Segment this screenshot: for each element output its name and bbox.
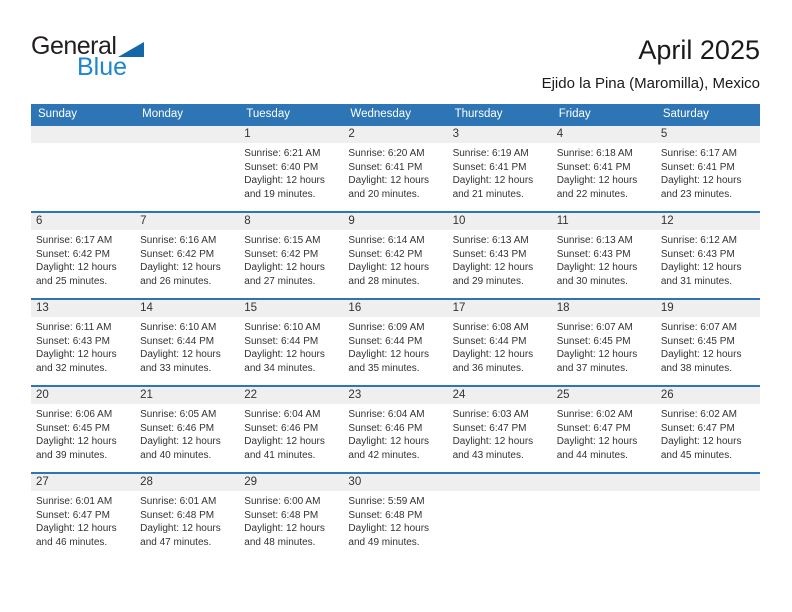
- sunset-text: Sunset: 6:41 PM: [556, 161, 631, 173]
- page-subtitle: Ejido la Pina (Maromilla), Mexico: [541, 74, 760, 92]
- calendar-day-cell: [31, 125, 135, 212]
- weekday-sunday: Sunday: [31, 104, 135, 125]
- calendar-day-cell: [135, 299, 239, 386]
- day-details: [656, 404, 760, 462]
- day-number-band: [31, 474, 135, 491]
- day-number: 25: [556, 389, 570, 401]
- sunrise-text: Sunrise: 6:10 AM: [140, 322, 217, 333]
- sunrise-text: Sunrise: 6:01 AM: [36, 496, 113, 507]
- daylight-text: Daylight: 12 hours and 22 minutes.: [556, 175, 638, 200]
- sunset-text: Sunset: 6:42 PM: [244, 248, 319, 260]
- sunset-text: Sunset: 6:48 PM: [244, 509, 319, 521]
- sunset-text: Sunset: 6:41 PM: [452, 161, 527, 173]
- sunset-text: Sunset: 6:47 PM: [556, 422, 631, 434]
- daylight-text: Daylight: 12 hours and 47 minutes.: [140, 523, 221, 548]
- sunrise-text: Sunrise: 6:04 AM: [348, 409, 425, 420]
- sunset-text: Sunset: 6:46 PM: [244, 422, 319, 434]
- day-number-band: [448, 126, 552, 143]
- daylight-text: Daylight: 12 hours and 49 minutes.: [348, 523, 430, 548]
- day-number-band: [448, 213, 552, 230]
- day-number: 24: [452, 389, 466, 401]
- daylight-text: Daylight: 12 hours and 43 minutes.: [452, 436, 534, 461]
- day-number-band: [343, 474, 447, 491]
- sunset-text: Sunset: 6:42 PM: [36, 248, 110, 260]
- day-number: 28: [140, 476, 153, 488]
- daylight-text: Daylight: 12 hours and 19 minutes.: [244, 175, 325, 200]
- daylight-text: Daylight: 12 hours and 36 minutes.: [452, 349, 534, 374]
- day-number-band: [343, 126, 447, 143]
- calendar-day-cell: [448, 473, 552, 560]
- day-details: [343, 143, 447, 201]
- sunset-text: Sunset: 6:43 PM: [556, 248, 631, 260]
- daylight-text: Daylight: 12 hours and 33 minutes.: [140, 349, 221, 374]
- day-details: [448, 404, 552, 462]
- daylight-text: Daylight: 12 hours and 38 minutes.: [660, 349, 742, 374]
- calendar-table: [31, 104, 760, 560]
- day-details: [31, 491, 135, 549]
- sunrise-text: Sunrise: 6:01 AM: [140, 496, 217, 507]
- weekday-monday: Monday: [135, 104, 239, 125]
- calendar-day-cell: [343, 125, 447, 212]
- weekday-tuesday: Tuesday: [239, 104, 343, 125]
- calendar-day-cell: [31, 299, 135, 386]
- day-details: [135, 143, 239, 147]
- calendar-day-cell: [552, 386, 656, 473]
- day-details: [448, 230, 552, 288]
- day-number-band: [552, 300, 656, 317]
- day-number: 7: [140, 215, 147, 227]
- calendar-day-cell: [31, 212, 135, 299]
- sunset-text: Sunset: 6:47 PM: [36, 509, 110, 521]
- sunset-text: Sunset: 6:44 PM: [140, 335, 215, 347]
- sunrise-text: Sunrise: 6:13 AM: [556, 235, 633, 246]
- day-number: 10: [452, 215, 466, 227]
- calendar-day-cell: [239, 473, 343, 560]
- sunrise-text: Sunrise: 6:19 AM: [452, 148, 529, 159]
- day-details: [656, 317, 760, 375]
- sunrise-text: Sunrise: 6:11 AM: [36, 322, 112, 333]
- day-number-band: [552, 126, 656, 143]
- sunrise-text: Sunrise: 6:07 AM: [660, 322, 737, 333]
- day-number: 16: [348, 302, 362, 314]
- sunset-text: Sunset: 6:44 PM: [452, 335, 527, 347]
- day-number-band: [656, 300, 760, 317]
- calendar-day-cell: [552, 299, 656, 386]
- sunrise-text: Sunrise: 6:17 AM: [660, 148, 737, 159]
- calendar-week-row: [31, 473, 760, 560]
- day-number-band: [656, 387, 760, 404]
- daylight-text: Daylight: 12 hours and 20 minutes.: [348, 175, 430, 200]
- sunset-text: Sunset: 6:45 PM: [36, 422, 110, 434]
- calendar-day-cell: [656, 473, 760, 560]
- daylight-text: Daylight: 12 hours and 32 minutes.: [36, 349, 117, 374]
- day-number-band: [31, 126, 135, 143]
- day-number: 23: [348, 389, 362, 401]
- day-number: 21: [140, 389, 153, 401]
- calendar-day-cell: [552, 473, 656, 560]
- day-number: 27: [36, 476, 49, 488]
- day-number: 13: [36, 302, 49, 314]
- sunrise-text: Sunrise: 6:10 AM: [244, 322, 321, 333]
- daylight-text: Daylight: 12 hours and 37 minutes.: [556, 349, 638, 374]
- calendar-day-cell: [135, 473, 239, 560]
- day-details: [552, 404, 656, 462]
- sunset-text: Sunset: 6:46 PM: [140, 422, 215, 434]
- day-number-band: [239, 474, 343, 491]
- sunrise-text: Sunrise: 6:17 AM: [36, 235, 113, 246]
- sunrise-text: Sunrise: 6:13 AM: [452, 235, 529, 246]
- day-number: 12: [660, 215, 674, 227]
- daylight-text: Daylight: 12 hours and 31 minutes.: [660, 262, 742, 287]
- daylight-text: Daylight: 12 hours and 42 minutes.: [348, 436, 430, 461]
- calendar-day-cell: [448, 212, 552, 299]
- daylight-text: Daylight: 12 hours and 48 minutes.: [244, 523, 325, 548]
- day-number-band: [31, 213, 135, 230]
- day-details: [31, 317, 135, 375]
- day-number: 19: [660, 302, 674, 314]
- sunrise-text: Sunrise: 6:09 AM: [348, 322, 425, 333]
- daylight-text: Daylight: 12 hours and 27 minutes.: [244, 262, 325, 287]
- header-titles: [542, 36, 760, 92]
- sunrise-text: Sunrise: 6:03 AM: [452, 409, 529, 420]
- daylight-text: Daylight: 12 hours and 28 minutes.: [348, 262, 430, 287]
- day-details: [31, 143, 135, 147]
- day-number-band: [239, 300, 343, 317]
- calendar-day-cell: [448, 299, 552, 386]
- day-number-band: [656, 474, 760, 491]
- calendar-day-cell: [239, 212, 343, 299]
- daylight-text: Daylight: 12 hours and 29 minutes.: [452, 262, 534, 287]
- day-details: [448, 143, 552, 201]
- day-details: [239, 143, 343, 201]
- day-number: 6: [36, 215, 43, 227]
- calendar-body: [31, 125, 760, 560]
- day-details: [656, 143, 760, 201]
- daylight-text: Daylight: 12 hours and 41 minutes.: [244, 436, 325, 461]
- sunrise-text: Sunrise: 6:04 AM: [244, 409, 321, 420]
- day-number-band: [135, 300, 239, 317]
- day-number-band: [552, 474, 656, 491]
- day-number: 4: [556, 128, 564, 140]
- sunset-text: Sunset: 6:44 PM: [348, 335, 423, 347]
- weekday-saturday: Saturday: [656, 104, 760, 125]
- day-number: 14: [140, 302, 153, 314]
- sunset-text: Sunset: 6:41 PM: [348, 161, 423, 173]
- day-details: [552, 143, 656, 201]
- day-number: 1: [244, 128, 251, 140]
- day-number-band: [552, 387, 656, 404]
- sunset-text: Sunset: 6:43 PM: [36, 335, 110, 347]
- weekday-header-row: [31, 104, 760, 125]
- daylight-text: Daylight: 12 hours and 44 minutes.: [556, 436, 638, 461]
- sunrise-text: Sunrise: 6:12 AM: [660, 235, 737, 246]
- sunset-text: Sunset: 6:44 PM: [244, 335, 319, 347]
- calendar-day-cell: [135, 125, 239, 212]
- calendar-day-cell: [135, 386, 239, 473]
- sunrise-text: Sunrise: 6:16 AM: [140, 235, 217, 246]
- daylight-text: Daylight: 12 hours and 23 minutes.: [660, 175, 742, 200]
- day-number-band: [135, 126, 239, 143]
- day-number-band: [552, 213, 656, 230]
- day-details: [343, 317, 447, 375]
- day-number: 30: [348, 476, 362, 488]
- logo-text-blue: Blue: [77, 53, 128, 81]
- day-details: [552, 491, 656, 495]
- day-details: [656, 491, 760, 495]
- daylight-text: Daylight: 12 hours and 35 minutes.: [348, 349, 430, 374]
- day-number-band: [448, 300, 552, 317]
- day-details: [239, 404, 343, 462]
- calendar-day-cell: [135, 212, 239, 299]
- sunset-text: Sunset: 6:42 PM: [140, 248, 215, 260]
- day-details: [239, 317, 343, 375]
- day-number: 29: [244, 476, 258, 488]
- calendar-day-cell: [239, 299, 343, 386]
- sunrise-text: Sunrise: 6:06 AM: [36, 409, 113, 420]
- day-number-band: [239, 387, 343, 404]
- day-number: 22: [244, 389, 258, 401]
- day-number-band: [239, 126, 343, 143]
- calendar-day-cell: [656, 299, 760, 386]
- daylight-text: Daylight: 12 hours and 45 minutes.: [660, 436, 742, 461]
- calendar-week-row: [31, 299, 760, 386]
- day-details: [343, 491, 447, 549]
- weekday-thursday: Thursday: [448, 104, 552, 125]
- sunset-text: Sunset: 6:46 PM: [348, 422, 423, 434]
- daylight-text: Daylight: 12 hours and 39 minutes.: [36, 436, 117, 461]
- sunset-text: Sunset: 6:40 PM: [244, 161, 319, 173]
- calendar-week-row: [31, 386, 760, 473]
- day-details: [656, 230, 760, 288]
- calendar-day-cell: [343, 212, 447, 299]
- calendar-day-cell: [31, 473, 135, 560]
- calendar-day-cell: [656, 125, 760, 212]
- sunset-text: Sunset: 6:48 PM: [140, 509, 215, 521]
- sunrise-text: Sunrise: 6:02 AM: [660, 409, 737, 420]
- day-number: 17: [452, 302, 466, 314]
- day-details: [448, 491, 552, 495]
- weekday-friday: Friday: [552, 104, 656, 125]
- day-number-band: [343, 300, 447, 317]
- day-details: [552, 230, 656, 288]
- calendar-day-cell: [552, 212, 656, 299]
- day-number: 15: [244, 302, 258, 314]
- day-details: [31, 404, 135, 462]
- sunrise-text: Sunrise: 6:00 AM: [244, 496, 321, 507]
- day-number: 8: [244, 215, 251, 227]
- calendar-day-cell: [448, 386, 552, 473]
- calendar-day-cell: [656, 212, 760, 299]
- calendar-day-cell: [656, 386, 760, 473]
- sunrise-text: Sunrise: 6:08 AM: [452, 322, 529, 333]
- day-details: [239, 230, 343, 288]
- sunrise-text: Sunrise: 6:02 AM: [556, 409, 633, 420]
- sunset-text: Sunset: 6:47 PM: [660, 422, 735, 434]
- day-number: 18: [556, 302, 570, 314]
- calendar-day-cell: [552, 125, 656, 212]
- day-number-band: [239, 213, 343, 230]
- daylight-text: Daylight: 12 hours and 26 minutes.: [140, 262, 221, 287]
- calendar-week-row: [31, 125, 760, 212]
- day-number-band: [448, 474, 552, 491]
- sunset-text: Sunset: 6:42 PM: [348, 248, 423, 260]
- calendar-day-cell: [448, 125, 552, 212]
- daylight-text: Daylight: 12 hours and 40 minutes.: [140, 436, 221, 461]
- day-details: [135, 491, 239, 549]
- sunrise-text: Sunrise: 6:15 AM: [244, 235, 321, 246]
- daylight-text: Daylight: 12 hours and 21 minutes.: [452, 175, 534, 200]
- weekday-wednesday: Wednesday: [343, 104, 447, 125]
- sunrise-text: Sunrise: 6:18 AM: [556, 148, 633, 159]
- sunset-text: Sunset: 6:41 PM: [660, 161, 735, 173]
- calendar-week-row: [31, 212, 760, 299]
- sunset-text: Sunset: 6:43 PM: [660, 248, 735, 260]
- sunset-text: Sunset: 6:45 PM: [556, 335, 631, 347]
- day-number-band: [135, 213, 239, 230]
- day-number-band: [31, 300, 135, 317]
- day-details: [343, 230, 447, 288]
- sunrise-text: Sunrise: 6:07 AM: [556, 322, 633, 333]
- sunrise-text: Sunrise: 6:14 AM: [348, 235, 425, 246]
- daylight-text: Daylight: 12 hours and 25 minutes.: [36, 262, 117, 287]
- sunset-text: Sunset: 6:48 PM: [348, 509, 423, 521]
- day-number-band: [343, 213, 447, 230]
- day-details: [135, 230, 239, 288]
- calendar-day-cell: [343, 473, 447, 560]
- day-details: [135, 404, 239, 462]
- day-number-band: [343, 387, 447, 404]
- daylight-text: Daylight: 12 hours and 34 minutes.: [244, 349, 325, 374]
- day-number-band: [135, 474, 239, 491]
- day-number: 2: [348, 128, 355, 140]
- day-number: 26: [660, 389, 674, 401]
- calendar-day-cell: [343, 386, 447, 473]
- day-number-band: [448, 387, 552, 404]
- day-details: [448, 317, 552, 375]
- logo-text-general: General: [31, 32, 117, 60]
- day-number: 9: [348, 215, 355, 227]
- sunrise-text: Sunrise: 6:05 AM: [140, 409, 217, 420]
- day-number: 20: [36, 389, 49, 401]
- page-title: April 2025: [638, 35, 760, 65]
- day-number-band: [656, 213, 760, 230]
- sunset-text: Sunset: 6:43 PM: [452, 248, 527, 260]
- day-details: [31, 230, 135, 288]
- sunset-text: Sunset: 6:47 PM: [452, 422, 527, 434]
- day-details: [239, 491, 343, 549]
- calendar-day-cell: [239, 125, 343, 212]
- day-details: [343, 404, 447, 462]
- sunrise-text: Sunrise: 6:20 AM: [348, 148, 425, 159]
- calendar-day-cell: [343, 299, 447, 386]
- calendar-day-cell: [239, 386, 343, 473]
- sunrise-text: Sunrise: 5:59 AM: [348, 496, 425, 507]
- sunset-text: Sunset: 6:45 PM: [660, 335, 735, 347]
- day-number: 5: [660, 128, 668, 140]
- day-number: 3: [452, 128, 459, 140]
- calendar-day-cell: [31, 386, 135, 473]
- day-number-band: [31, 387, 135, 404]
- daylight-text: Daylight: 12 hours and 30 minutes.: [556, 262, 638, 287]
- general-blue-logo: [31, 34, 144, 80]
- day-details: [552, 317, 656, 375]
- day-number: 11: [556, 215, 569, 227]
- daylight-text: Daylight: 12 hours and 46 minutes.: [36, 523, 117, 548]
- day-details: [135, 317, 239, 375]
- day-number-band: [656, 126, 760, 143]
- day-number-band: [135, 387, 239, 404]
- sunrise-text: Sunrise: 6:21 AM: [244, 148, 321, 159]
